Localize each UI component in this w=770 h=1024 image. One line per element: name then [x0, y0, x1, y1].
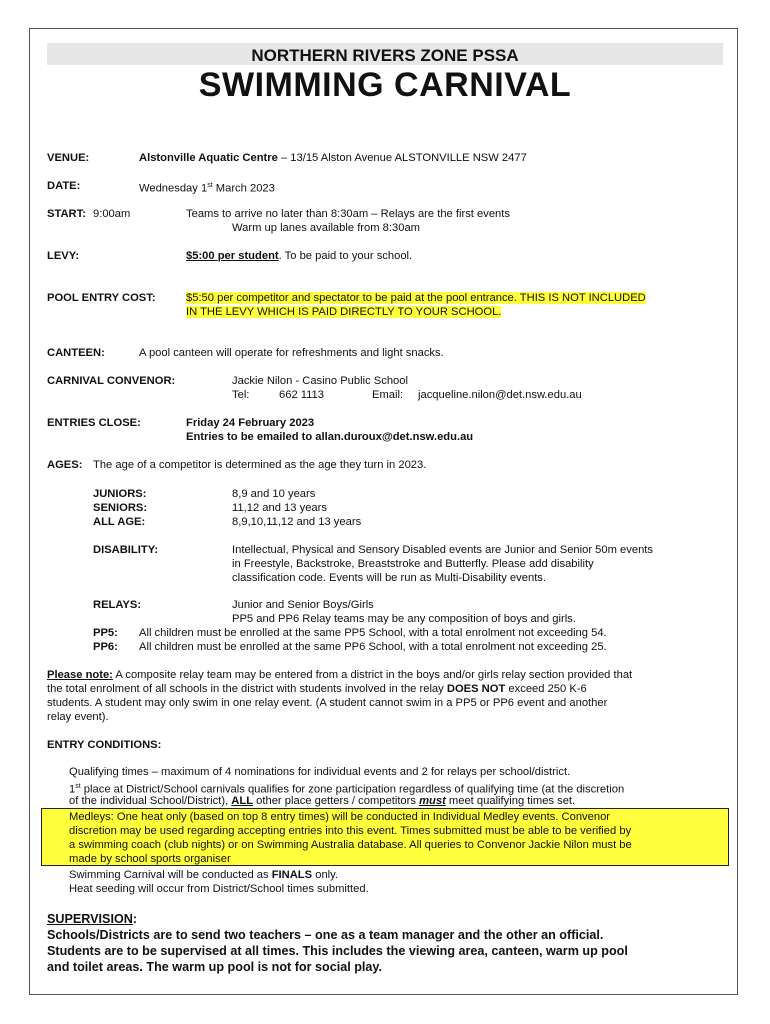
condition-2-all: ALL — [231, 795, 254, 807]
date-day: Wednesday 1 — [139, 182, 208, 195]
start-time: 9:00am — [93, 208, 131, 220]
condition-2-text: place at District/School carnivals qualifies for zone participation regardless of qualifying time (at the discretion — [80, 783, 625, 796]
venue-address: – 13/15 Alston Avenue ALSTONVILLE NSW 2477 — [277, 152, 527, 164]
pool-entry-text2: IN THE LEVY WHICH IS PAID DIRECTLY TO YOUR SCHOOL. — [186, 306, 502, 318]
medley-line2: discretion may be used regarding accepting entries into this event. Times submitted must be able to be verified by — [69, 825, 632, 837]
condition-2-must: must — [419, 795, 446, 807]
pool-entry-line1 — [186, 291, 646, 305]
note-text1: A composite relay team may be entered from a district in the boys and/or girls relay section provided that — [112, 669, 633, 681]
condition-seeding: Heat seeding will occur from District/School times submitted. — [69, 883, 369, 895]
zone-heading: NORTHERN RIVERS ZONE PSSA — [251, 46, 519, 65]
convenor-email-label: Email: — [372, 389, 404, 401]
all-age-label: ALL AGE: — [93, 516, 146, 528]
seniors-label: SENIORS: — [93, 502, 148, 514]
levy-label: LEVY: — [47, 250, 80, 262]
condition-finals-c: only. — [312, 869, 339, 881]
convenor-label: CARNIVAL CONVENOR: — [47, 375, 176, 387]
medley-line3: a swimming coach (club nights) or on Swimming Australia database. All queries to Convenor Jackie Nilon must be — [69, 839, 632, 851]
conditions-heading: ENTRY CONDITIONS: — [47, 739, 162, 751]
note-text2c: exceed 250 K-6 — [505, 683, 587, 695]
condition-2-sup: st — [75, 783, 81, 790]
date-label: DATE: — [47, 180, 81, 192]
convenor-tel-label: Tel: — [232, 389, 250, 401]
relays-label: RELAYS: — [93, 599, 142, 611]
convenor-email[interactable]: jacqueline.nilon@det.nsw.edu.au — [418, 389, 582, 401]
pp5-text: All children must be enrolled at the same PP5 School, with a total enrolment not exceeding 54. — [139, 627, 607, 639]
juniors-value: 8,9 and 10 years — [232, 488, 316, 500]
medley-line1: Medleys: One heat only (based on top 8 entry times) will be conducted in Individual Medley events. Convenor — [69, 811, 611, 823]
note-label: Please note: — [47, 669, 113, 681]
pool-entry-text1: $5:50 per competitor and spectator to be paid at the pool entrance. THIS IS NOT INCLUDED — [186, 292, 646, 304]
note-line2 — [47, 682, 587, 696]
levy-value — [186, 249, 412, 263]
supervision-line3: and toilet areas. The warm up pool is not for social play. — [47, 960, 382, 974]
note-line1 — [47, 668, 632, 682]
venue-label: VENUE: — [47, 152, 90, 164]
date-sup: st — [207, 182, 213, 189]
condition-2-line2 — [69, 794, 575, 808]
relays-line1: Junior and Senior Boys/Girls — [232, 599, 374, 611]
condition-finals-b: FINALS — [271, 869, 313, 881]
levy-rest: . To be paid to your school. — [278, 250, 413, 262]
entries-label: ENTRIES CLOSE: — [47, 417, 141, 429]
condition-2-b1: of the individual School/District), — [69, 795, 232, 807]
relays-line2: PP5 and PP6 Relay teams may be any composition of boys and girls. — [232, 613, 576, 625]
note-text2a: the total enrolment of all schools in the district with students involved in the relay — [47, 683, 447, 695]
disability-line1: Intellectual, Physical and Sensory Disabled events are Junior and Senior 50m events — [232, 544, 654, 556]
note-does-not: DOES NOT — [446, 683, 506, 695]
start-label: START: — [47, 208, 86, 220]
convenor-name: Jackie Nilon - Casino Public School — [232, 375, 408, 387]
entries-email: Entries to be emailed to allan.duroux@det.nsw.edu.au — [186, 431, 474, 443]
condition-2-b3: meet qualifying times set. — [445, 795, 576, 807]
levy-amount: $5:00 per student — [186, 250, 279, 262]
venue-name: Alstonville Aquatic Centre — [139, 152, 278, 164]
entries-date: Friday 24 February 2023 — [186, 417, 315, 429]
note-line3: students. A student may only swim in one relay event. (A student cannot swim in a PP5 or PP6 event and another — [47, 697, 608, 709]
canteen-label: CANTEEN: — [47, 347, 105, 359]
all-age-value: 8,9,10,11,12 and 13 years — [232, 516, 362, 528]
disability-line3: classification code. Events will be run as Multi-Disability events. — [232, 572, 546, 584]
canteen-text: A pool canteen will operate for refreshments and light snacks. — [139, 347, 444, 359]
page-title: SWIMMING CARNIVAL — [198, 66, 572, 104]
supervision-line1: Schools/Districts are to send two teachers – one as a team manager and the other an official. — [47, 928, 604, 942]
date-value — [139, 179, 275, 196]
condition-finals-a: Swimming Carnival will be conducted as — [69, 869, 272, 881]
convenor-tel: 662 1113 — [279, 389, 324, 401]
start-line1: Teams to arrive no later than 8:30am – Relays are the first events — [186, 208, 510, 220]
supervision-heading — [47, 912, 137, 927]
juniors-label: JUNIORS: — [93, 488, 147, 500]
condition-2-b2: other place getters / competitors — [253, 795, 420, 807]
disability-label: DISABILITY: — [93, 544, 159, 556]
pp6-label: PP6: — [93, 641, 118, 653]
supervision-title: SUPERVISION — [47, 912, 133, 926]
disability-line2: in Freestyle, Backstroke, Breaststroke and Butterfly. Please add disability — [232, 558, 594, 570]
start-line2: Warm up lanes available from 8:30am — [232, 222, 420, 234]
date-rest: March 2023 — [212, 182, 275, 195]
pp5-label: PP5: — [93, 627, 118, 639]
seniors-value: 11,12 and 13 years — [232, 502, 327, 514]
note-line4: relay event). — [47, 711, 109, 723]
pool-entry-line2 — [186, 305, 501, 319]
condition-2-num: 1 — [69, 783, 76, 796]
condition-1: Qualifying times – maximum of 4 nominations for individual events and 2 for relays per school/district. — [69, 766, 571, 778]
pp6-text: All children must be enrolled at the same PP6 School, with a total enrolment not exceeding 25. — [139, 641, 607, 653]
pool-entry-label: POOL ENTRY COST: — [47, 292, 156, 304]
ages-text: The age of a competitor is determined as the age they turn in 2023. — [93, 459, 427, 471]
supervision-colon: : — [132, 912, 138, 926]
venue-value — [139, 151, 527, 165]
supervision-line2: Students are to be supervised at all times. This includes the viewing area, canteen, warm up pool — [47, 944, 628, 958]
ages-label: AGES: — [47, 459, 83, 471]
medley-line4: made by school sports organiser — [69, 853, 231, 865]
condition-finals — [69, 868, 338, 882]
